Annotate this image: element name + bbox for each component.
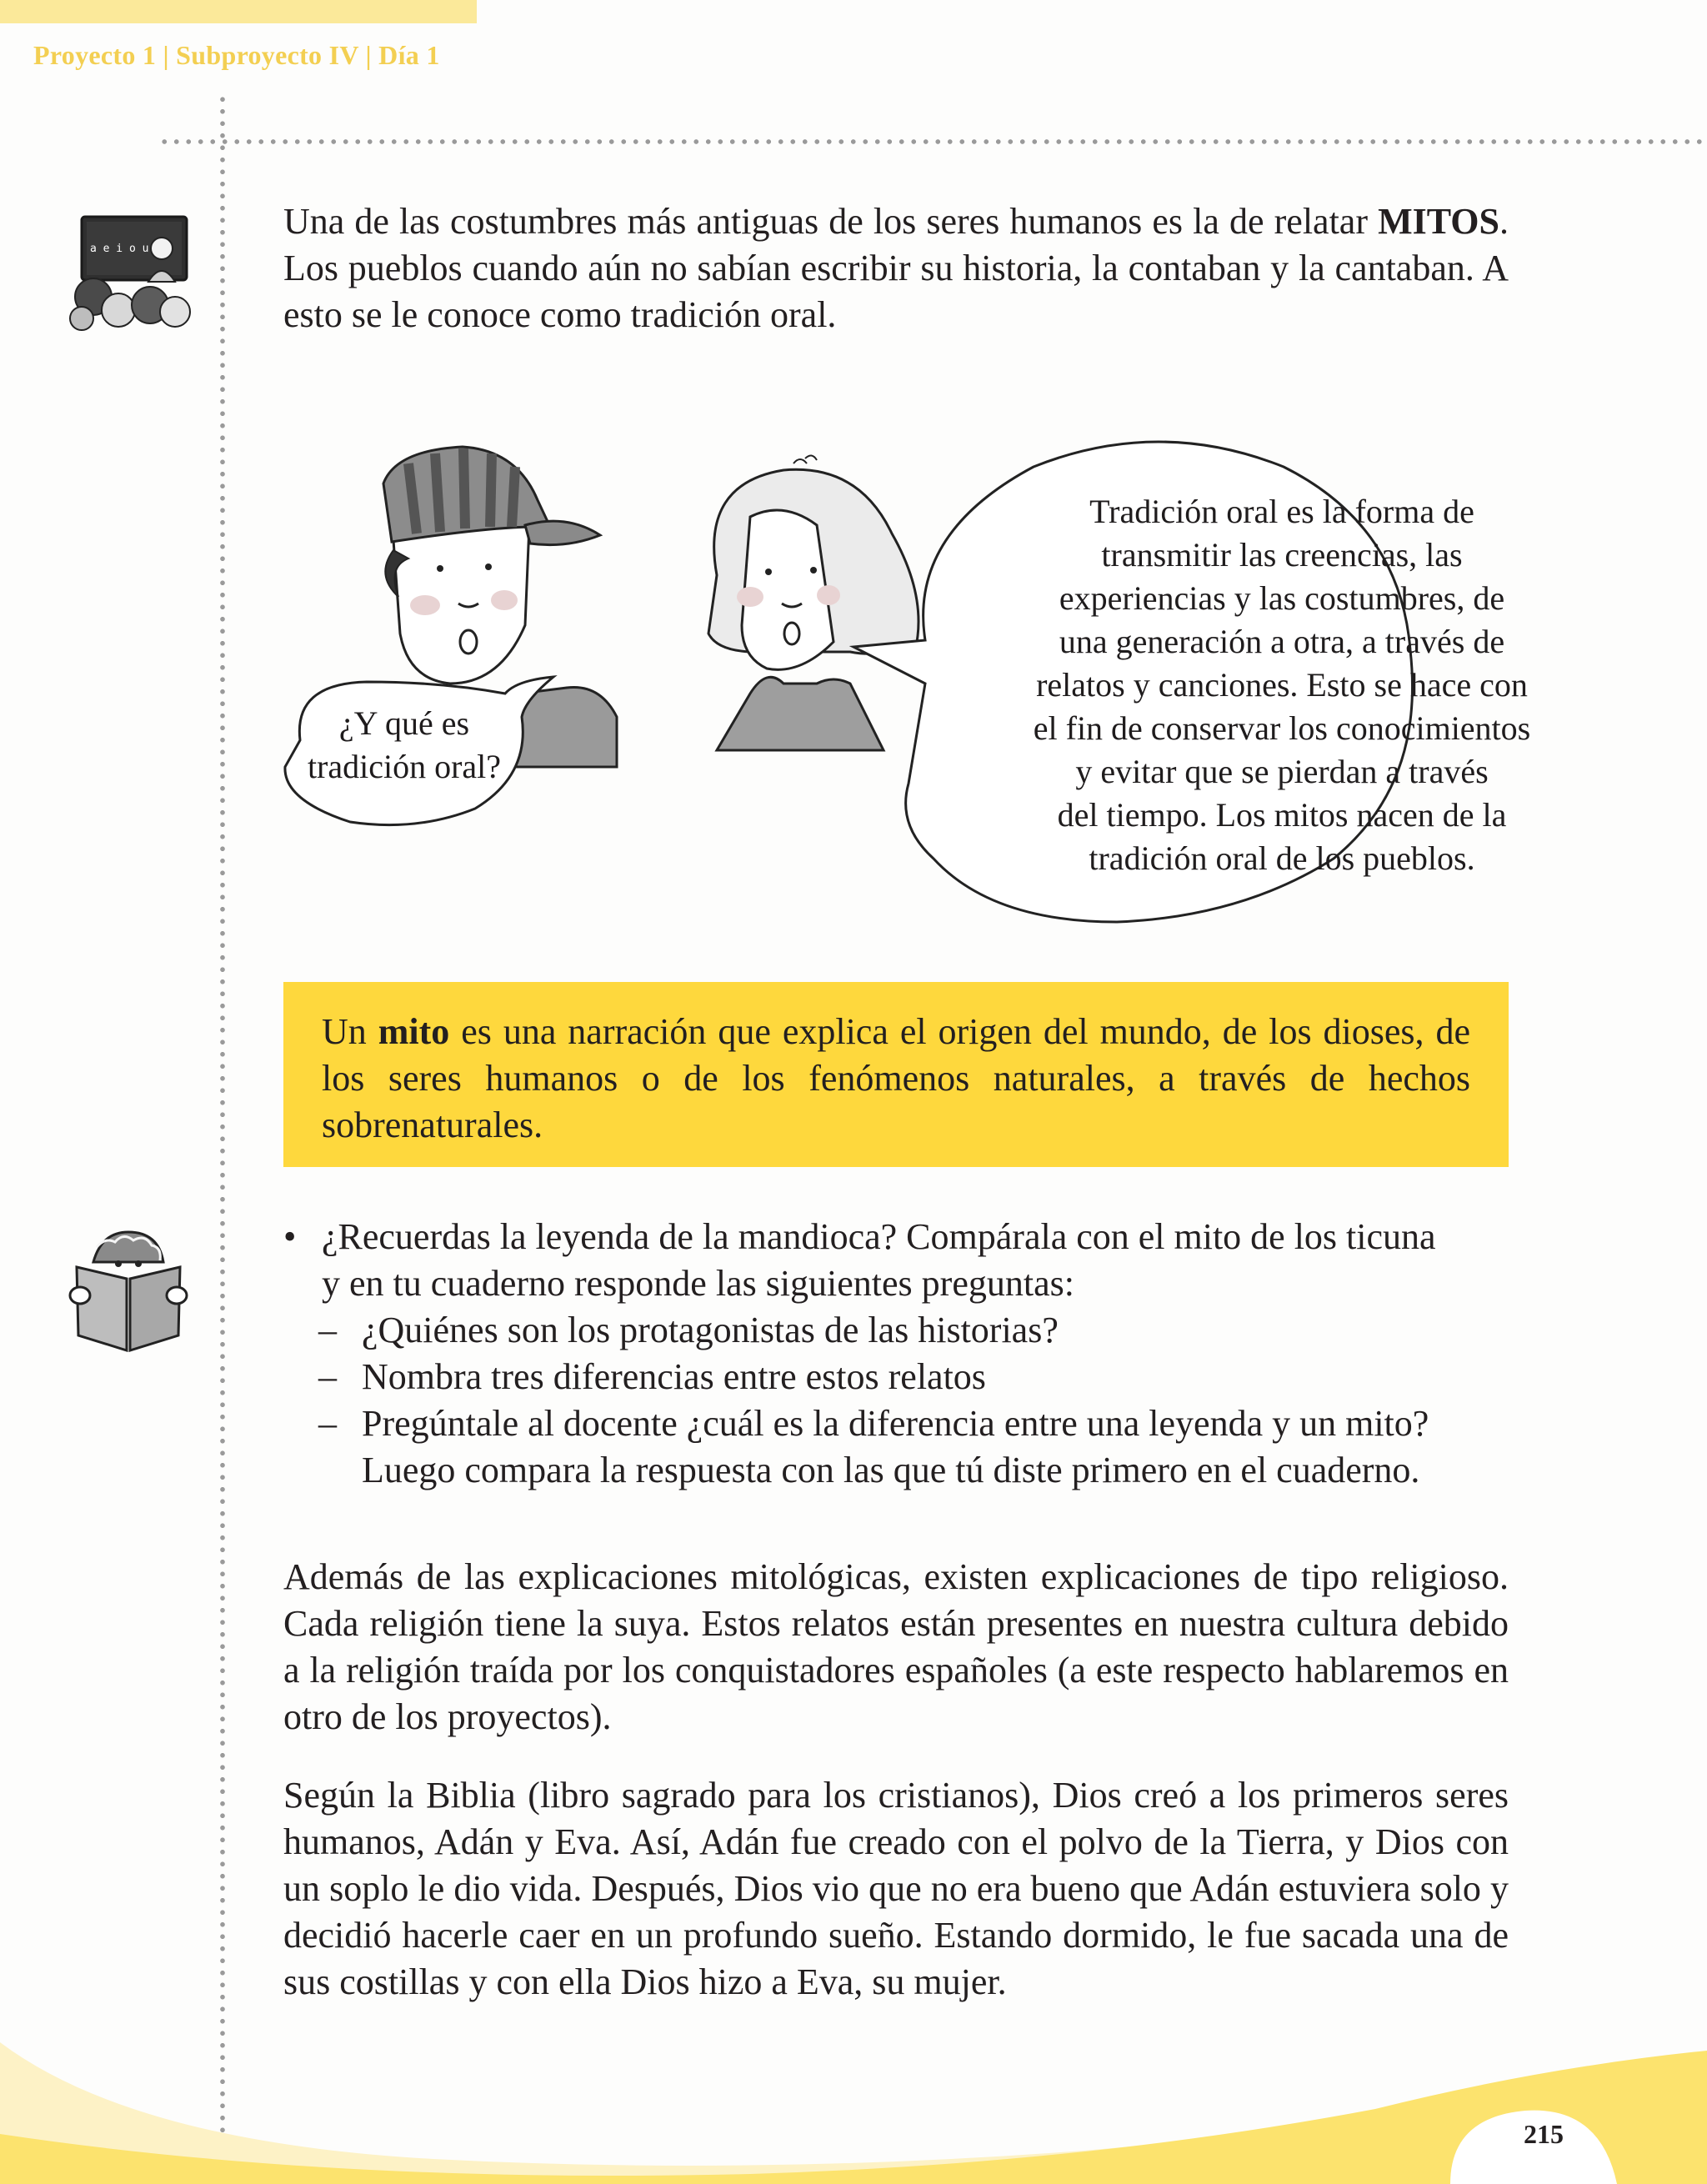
question-item: ¿Quiénes son los protagonistas de las historias? bbox=[362, 1310, 1059, 1350]
questions-list bbox=[283, 1214, 1517, 1494]
girl-bubble-line: transmitir las creencias, las bbox=[1101, 536, 1463, 574]
horizontal-dotted-rule bbox=[158, 139, 1707, 144]
dash-marker: – bbox=[318, 1310, 337, 1350]
girl-bubble-line: y evitar que se pierdan a través bbox=[1075, 753, 1489, 790]
boy-bubble-text bbox=[283, 702, 525, 789]
girl-bubble-line: relatos y canciones. Esto se hace con bbox=[1036, 666, 1528, 704]
list-item bbox=[283, 1214, 1517, 1260]
girl-bubble-line: el fin de conservar los conocimientos bbox=[1033, 709, 1531, 747]
girl-bubble-line: experiencias y las costumbres, de bbox=[1059, 579, 1505, 617]
girl-bubble-text bbox=[999, 490, 1565, 880]
definition-text: Un mito es una narración que explica el origen del mundo, de los dioses, de los seres humanos o de los fenómenos naturales, a través de hechos sobrenaturales. bbox=[322, 1011, 1470, 1145]
list-item bbox=[283, 1447, 1517, 1494]
question-item: Nombra tres diferencias entre estos relatos bbox=[362, 1356, 986, 1397]
top-color-band bbox=[0, 0, 477, 23]
vertical-dotted-rule bbox=[220, 93, 225, 2184]
list-item bbox=[283, 1260, 1517, 1307]
bible-paragraph: Según la Biblia (libro sagrado para los cristianos), Dios creó a los primeros seres humanos, Adán y Eva. Así, Adán fue creado con el polvo de la Tierra, y Dios con un soplo le dio vida. Después, Dios vio que no era bueno que Adán estuviera solo y decidió hacerle caer en un profundo sueño. Estando dormido, le fue sacada una de sus costillas y con ella Dios hizo a Eva, su mujer. bbox=[283, 1775, 1509, 2002]
definition-box bbox=[283, 982, 1509, 1167]
list-item bbox=[283, 1307, 1517, 1354]
boy-bubble-line: ¿Y qué es bbox=[338, 704, 470, 742]
religion-paragraph: Además de las explicaciones mitológicas, existen explicaciones de tipo religioso. Cada religión tiene la suya. Estos relatos están presentes en nuestra cultura debido a la religión traída por los conquistadores españoles (a este respecto hablaremos en otro de los proyectos). bbox=[283, 1556, 1509, 1737]
bullet-marker: • bbox=[283, 1216, 297, 1257]
question-intro-line: ¿Recuerdas la leyenda de la mandioca? Compárala con el mito de los ticuna bbox=[322, 1216, 1436, 1257]
teacher-blackboard-icon bbox=[68, 213, 193, 332]
question-intro-line: y en tu cuaderno responde las siguientes preguntas: bbox=[322, 1263, 1074, 1304]
child-reading-book-icon bbox=[68, 1229, 188, 1352]
list-item bbox=[283, 1400, 1517, 1447]
girl-bubble-line: Tradición oral es la forma de bbox=[1089, 493, 1474, 530]
question-item: Luego compara la respuesta con las que tú diste primero en el cuaderno. bbox=[362, 1450, 1420, 1490]
girl-bubble-line: tradición oral de los pueblos. bbox=[1089, 839, 1475, 877]
page-number: 215 bbox=[1524, 2119, 1564, 2149]
girl-bubble-line: del tiempo. Los mitos nacen de la bbox=[1057, 796, 1507, 834]
girl-figure bbox=[708, 455, 919, 750]
blackboard-text: a e i o u bbox=[90, 243, 149, 255]
boy-bubble-line: tradición oral? bbox=[307, 748, 502, 785]
intro-paragraph: Una de las costumbres más antiguas de los seres humanos es la de relatar MITOS. Los pueblos cuando aún no sabían escribir su historia, la contaban y la cantaban. A esto se le conoce como tradición oral. bbox=[283, 201, 1509, 335]
dash-marker: – bbox=[318, 1403, 337, 1444]
breadcrumb: Proyecto 1 | Subproyecto IV | Día 1 bbox=[33, 40, 440, 70]
bottom-wave-decoration bbox=[0, 2034, 1707, 2184]
list-item bbox=[283, 1354, 1517, 1400]
girl-bubble-line: una generación a otra, a través de bbox=[1059, 623, 1505, 660]
dash-marker: – bbox=[318, 1356, 337, 1397]
question-item: Pregúntale al docente ¿cuál es la diferencia entre una leyenda y un mito? bbox=[362, 1403, 1429, 1444]
